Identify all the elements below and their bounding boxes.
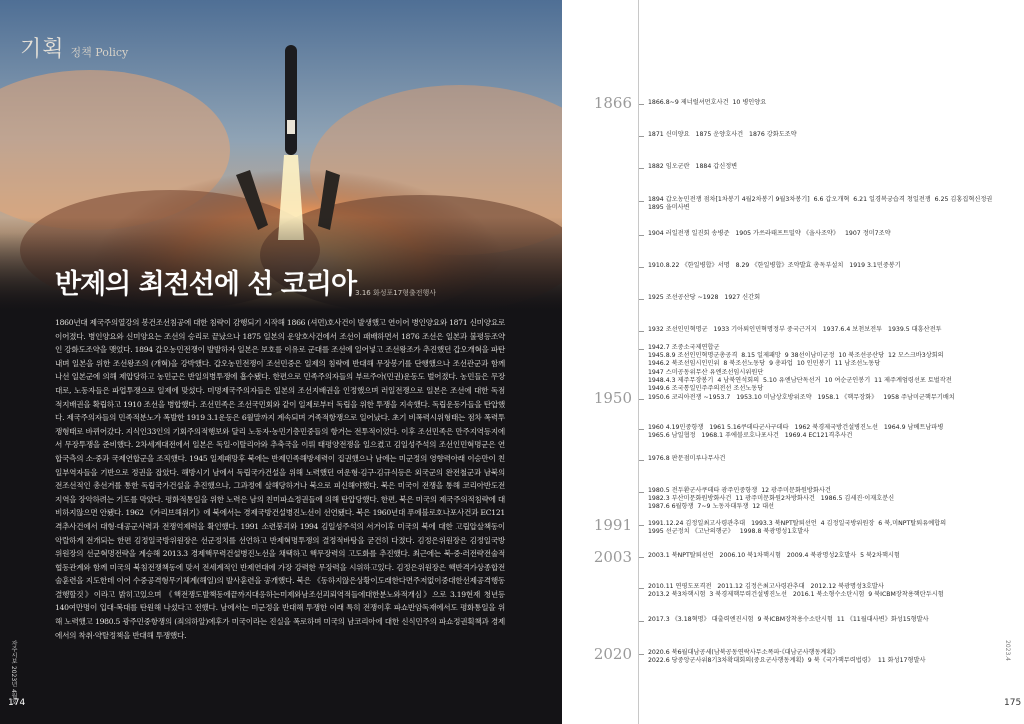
article-body: 1860년대 제국주의열강의 봉건조선침공에 대한 침략이 감행되기 시작해 1866 (셔먼)호사건이 발생했고 연이어 병인양요와 1871 신미양요로 이어졌다. 병인양요와 신미양요는 조선의 승리로 끝났으나 1875 일본의 운양호사건에서 조선이 패배하면서 1876 조선은 일본과 불평등조약인 강화도조약을 맺었다. 1894 갑오농민전쟁이 발발하자 일본은 보호를 이유로 군대를 조선에 일어넣고 조선왕조가 추진했던 갑오개혁을 파탄내며 일본을 위한 조선왕조의 (개혁)을 강박했다. 갑오농민전쟁이 조선민중은 일제의 침략에 반대해 무장봉기를 단행했으나 조선관군과 함께 나선 일본군에 의해 제압당하고 농민군은 반일의병투쟁에 흡수됐다. 한편으로 민족주의자들의 부르주아(민권)운동도 벌어졌다. 농민들은 무장대로, 노동자들은 파업투쟁으로 일제에 맞섰다. 미명제국주의자들은 일본의 조선지배권을 인정했으며 러일전쟁으로 일본은 조선에 대한 독점적지배권을 확립하고 1910 조선을 병합했다. 조선민족은 조선국민회와 같이 일제로부터 독립을 위한 투쟁을 지속했다. 독립운동가들을 탄압했다. 제국주의자들의 민족적분노가 폭발한 1919 3.1운동은 6월말까지 계속되며 거족적항쟁으로 일어났다. 초기 비폭력시위형태는 점차 폭력투쟁형태로 바뀌어갔다. 지식인33인의 기회주의적행보와 달리 노동자·농민기층민중들의 항거는 전투적이었다. 이후 조선민족은 만주지역등지에서 무장투쟁을 준비했다. 2차세계대전에서 일본은 독일·이탈리아와 추축국을 이뤄 태평양전쟁을 일으켰고 김일성주석의 조선인민혁명군은 연합국측의 소·중과 국제연합군을 조직했다. 1945 일제패망후 북에는 반제민족해방세력이 집권했으나 남에는 미군정의 영향력아래 이승만이 친일부역자들을 기반으로 정권을 잡았다. 해방시기 남에서 독립국가건설을 위해 노력했던 여운형·김구·김규식등은 외국군의 완전철군과 남북의 전조선적인 총선거를 통한 독립국가건설을 추진했으나, 그과정에 살해당하거나 북으로 피신해야했다. 북은 미국이 전쟁을 통해 코리아반도전지역을 장악하려는 기도를 막았다. 평화적통일을 위한 노력은 남의 친미파쇼정권들에 의해 탄압당했다. 한편, 북은 미국의 제국주의적침략에 대비하지않으면 안됐다. 1962 《카리브해위기》에 북에서는 경제국방건설병진노선이 선언됐다. 북은 1960년대 푸에블로호나포사건과 EC121격추사건에서 대형·대공군사력과 전쟁억제력을 확인했다. 1991 소련붕괴와 1994 김일성주석의 서거이후 미국의 북에 대한 고립압살책동이 악랄하게 전개되는 한편 김정일국방위원장은 선군정치를 선언하고 반제혁명투쟁의 결정적바탕을 굳건히 다졌다. 김정은위원장은 김정일국방위원장의 선군혁명전략을 계승해 2013.3 경제핵무력건설병진노선을 채택하고 핵무장력의 고도화를 추진했다. 최근에는 북-중·러전략전술적협동관계와 함께 미국의 북침전쟁책동에 맞서 전세계적인 반제연대에 가장 강력한 무장력을 시위하고있다. 김정은위원장은 핵반격가상종합전술훈련을 지도한데 이어 수중공격형무기체계(해일)의 발사훈련을 공개했다. 북은 《동하지않은상황이도래한다면주저없이중대한선제공격행동결행할것》이라고 밝히고있으며 《핵전쟁도발책동에끝까지대응하는미제와남조선괴뢰역적들에대한분노와적개심》으로 3.19현재 청년등140여만명이 입대·복대를 탄원해 나섰다고 전했다. 남에서는 미군정을 반대해 투쟁한 이래 특히 전쟁이후 파쇼반암독재에서도 평화통일을 위해 노력했고 1980.5 광주민중항쟁의 (죄의하알)에후가 미국이라는 진실을 폭로하며 미국의 남코리아에 대한 신식민주의 파쇼정권획책과 경제에서의 착취·약탈정책을 반대해 투쟁했다.	[55, 318, 505, 640]
timeline-entry	[639, 230, 891, 238]
timeline-tick	[639, 299, 644, 300]
timeline-entry-text: 1942.7 조중소국제연합군 1945.8.9 조선인민혁명군총공격 8.15 일제패망 9 38선이남미군정 10 북조선공산당 12 모스크바3상회의 1946.2 북조선임시인민위 8 북조선노동당 9 총파업 10 인민봉기 11 남조선노동당 1947 스미공동위무산 유엔조선임시위원단 1948.4.3 제주무장봉기 4 남북연석회의 5.10 유엔남단독선거 10 여순군인봉기 11 제주계엄령선포 토벌작전 1949.6 조국통일민주주의전선 조선노동당	[648, 344, 952, 393]
timeline-tick	[639, 201, 644, 202]
timeline-entry	[639, 262, 901, 270]
timeline-entry-text: 1882 임오군란 1884 갑신정변	[648, 163, 738, 170]
timeline-entry	[639, 99, 766, 107]
timeline-tick	[639, 267, 644, 268]
timeline-entry	[639, 344, 952, 393]
timeline-entry-text: 1894 갑오농민전쟁 점차[1차봉기 4월2차봉기 9월3차봉기] 6.6 갑오개혁 6.21 일경복궁습격 청일전쟁 6.25 김홍집혁신정권 1895 을미사변	[648, 196, 993, 212]
timeline-entry-text: 1950.6 코리아전쟁 ~1953.7 1953.10 미남상호방위조약 1958.1 《핵무장화》 1958 주남미군핵무기배치	[648, 394, 955, 401]
page-number-left: 174	[8, 698, 26, 708]
timeline-tick	[639, 525, 644, 526]
timeline-tick	[639, 349, 644, 350]
timeline-entry-text: 1932 조선인민혁명군 1933 기아퇴인민혁명정부 중국근거지 1937.6.4 보천보전투 1939.5 대흥산전투	[648, 326, 942, 333]
timeline-entry-text: 1904 러일전쟁 일진회 송병준 1905 가쓰라태프트밀약 《을사조약》 1907 정미7조약	[648, 230, 891, 237]
publication-label: 자주시보 2023년 4월호	[10, 640, 17, 705]
timeline-entry-text: 2003.1 북NPT탈퇴선언 2006.10 북1차핵시험 2009.4 북광명성2호발사 5 북2차핵시험	[648, 552, 900, 559]
timeline-entry	[639, 196, 992, 212]
timeline-entry-text: 1910.8.22 《한일병합》서명 8.29 《한일병합》조약발효 총독부설치 1919 3.1민중봉기	[648, 262, 901, 269]
timeline-tick	[639, 104, 644, 105]
timeline-entry	[639, 326, 942, 334]
timeline-tick	[639, 235, 644, 236]
timeline-tick	[639, 429, 644, 430]
decade-marker: 1991	[593, 516, 632, 534]
page-number-right: 175	[1004, 698, 1022, 708]
timeline-tick	[639, 492, 644, 493]
article-title: 반제의 최전선에 선 코리아	[55, 269, 357, 300]
timeline-entry	[639, 131, 797, 139]
timeline-entry-text: 1991.12.24 김정일최고사령관추대 1993.3 북NPT탈퇴선언 4 김정일국방위원장 6 북,미NPT탈퇴유예합의 1995 선군정치 《고난의행군》 1998.8 북광명성1호발사	[648, 520, 947, 536]
decade-marker: 2003	[593, 548, 632, 566]
issue-label: 2023.4	[1004, 640, 1011, 661]
timeline-tick	[639, 460, 644, 461]
timeline-entry	[639, 394, 955, 402]
timeline-tick	[639, 168, 644, 169]
decade-marker: 2020	[593, 645, 632, 663]
timeline-entry	[639, 649, 925, 665]
timeline-entry	[639, 583, 944, 599]
timeline-tick	[639, 588, 644, 589]
category-label: 기획	[20, 37, 65, 62]
timeline-entry	[639, 455, 725, 463]
timeline-entry-text: 2020.6 북6월대남공세(남북공동연락사무소폭파·《대남군사행동계획》 2022.6 당중앙군사위8기3차확대회의(중요군사행동계획) 9 북《국가핵무력법령》 11 화성17형발사	[648, 649, 926, 665]
timeline-entry	[639, 520, 946, 536]
timeline-entry	[639, 294, 760, 302]
timeline-entry	[639, 424, 943, 440]
timeline-tick	[639, 399, 644, 400]
timeline-entry	[639, 616, 929, 624]
timeline-entry-text: 2017.3 《3.18혁명》 대출력엔진시험 9 북ICBM장착용수소탄시험 11 《11월대사변》화성15형발사	[648, 616, 929, 623]
category-sublabel: 정책 Policy	[70, 46, 129, 59]
timeline-entry	[639, 487, 894, 512]
decade-marker: 1866	[593, 94, 632, 112]
timeline-entry-text: 1871 신미양요 1875 운양호사건 1876 강화도조약	[648, 131, 797, 138]
timeline-tick	[639, 331, 644, 332]
decade-marker: 1950	[593, 389, 632, 407]
photo-caption: 3.16 화성포17형출전행사	[355, 289, 436, 297]
timeline-entry-text: 1960 4.19민중항쟁 1961 5.16쿠데타군사구데타 1962 북경제국방건설병진노선 1964.9 남베트남파병 1965.6 남일협정 1968.1 푸에블로호나포사건 1969.4 EC121격추사건	[648, 424, 944, 440]
timeline-tick	[639, 136, 644, 137]
timeline-entry-text: 2010.11 연평도포격전 2011.12 김정은최고사령관추대 2012.12 북광명성3호발사 2013.2 북3차핵시험 3 북경제핵무력건설병진노선 2016.1 북소형수소탄시험 9 북ICBM장착용핵탄두시험	[648, 583, 944, 599]
timeline-entry-text: 1980.5 전두환군사쿠데타 광주민중항쟁 12 광주미문화원방화사건 1982.3 부산미문화원방화사건 11 광주미문화원2차방화사건 1986.5 김세진·이재호분신 1987.6 6월항쟁 7~9 노동자대투쟁 12 대선	[648, 487, 895, 511]
timeline-tick	[639, 557, 644, 558]
timeline-entry-text: 1866.8~9 제너럴셔먼호사건 10 병인양요	[648, 99, 767, 106]
timeline-tick	[639, 654, 644, 655]
timeline-entry	[639, 163, 737, 171]
timeline-page	[562, 0, 1024, 724]
timeline-entry-text: 1976.8 판문점미루나무사건	[648, 455, 726, 462]
timeline-entry	[639, 552, 900, 560]
timeline-entry-text: 1925 조선공산당 ~1928 1927 신간회	[648, 294, 761, 301]
section-heading	[20, 32, 128, 63]
timeline-tick	[639, 621, 644, 622]
